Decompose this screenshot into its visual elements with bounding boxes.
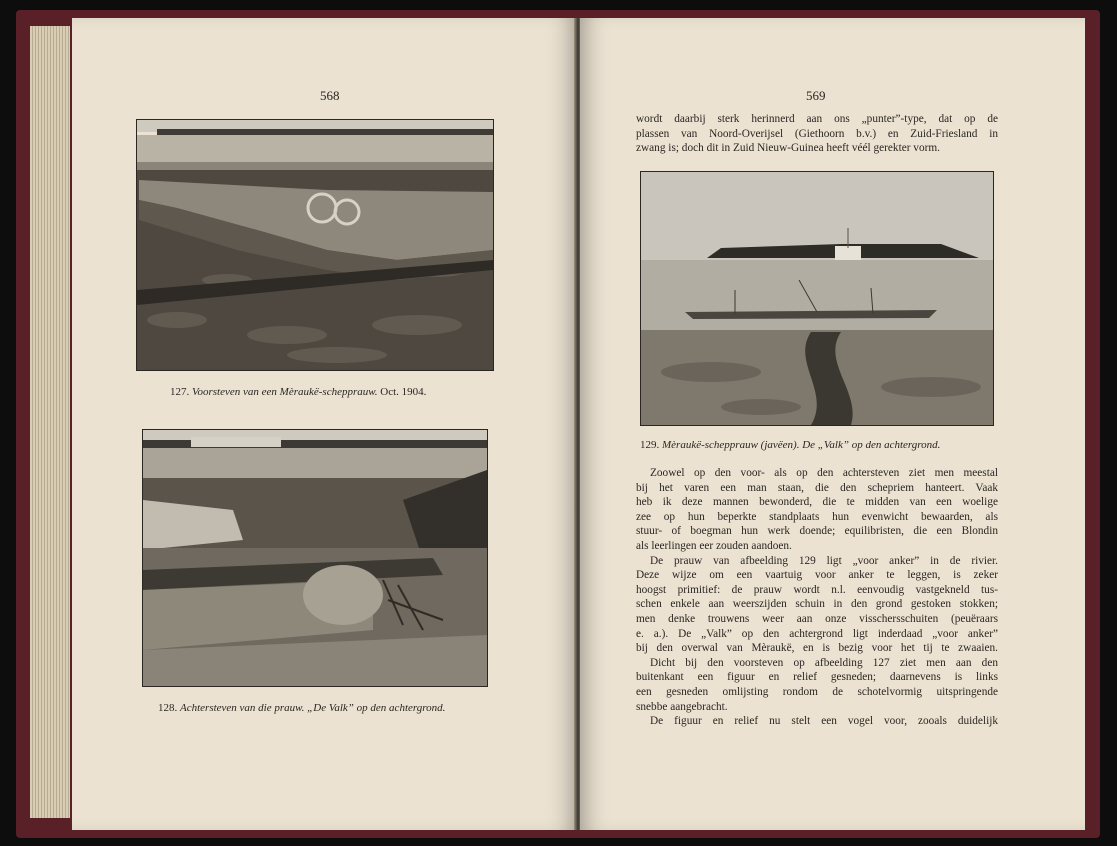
text-line: schen enkele aan weerszijden schuin in den grond gestoken stokken; xyxy=(636,598,998,611)
text-line: als leerlingen eer zouden aandoen. xyxy=(636,539,792,552)
photo-128-stern xyxy=(142,429,488,687)
main-text xyxy=(636,466,998,729)
caption-128 xyxy=(158,702,445,714)
photo-129-image xyxy=(641,172,993,425)
text-line: buitenkant een figuur en relief gesneden; daarnevens is links xyxy=(636,671,998,684)
text-line: snebbe aangebracht. xyxy=(636,700,728,713)
right-page xyxy=(580,18,1085,830)
text-line: e. a.). De „Valk” op den achtergrond ligt inderdaad „voor anker” xyxy=(636,627,998,640)
text-line: men denke trouwens weer aan onze visschersschuiten (peuëraars xyxy=(636,612,998,625)
text-line: zee op hun beperkte standplaats hun evenwicht bewaarden, als xyxy=(636,510,998,523)
left-page xyxy=(72,18,576,830)
text-line: Zoowel op den voor- als op den achtersteven ziet men meestal xyxy=(650,467,998,479)
caption-129 xyxy=(640,439,940,451)
text-line: bij den overwal van Mèraukë, en is bezig voor het tij te zwaaien. xyxy=(636,642,998,655)
caption-129-number: 129. xyxy=(640,439,660,451)
text-line: De figuur en relief nu stelt een vogel voor, zooals duidelijk xyxy=(650,715,998,728)
photo-128-image xyxy=(143,430,487,686)
caption-129-text: Mèraukë-schepprauw (javëen). De „Valk” op den achtergrond. xyxy=(662,439,941,451)
caption-127 xyxy=(170,386,426,398)
photo-129-moored-prauw xyxy=(640,171,994,426)
text-line: plassen van Noord-Overijsel (Giethoorn b.v.) en Zuid-Friesland in xyxy=(636,127,998,140)
text-line: Deze wijze om een vaartuig voor anker te leggen, is zeker xyxy=(636,569,998,582)
caption-127-text: Voorsteven van een Mèraukë-schepprauw. xyxy=(192,386,378,398)
text-line: heb ik deze mannen bewonderd, die te midden van een woelige xyxy=(636,496,998,509)
photo-127-prow xyxy=(136,119,494,371)
text-line: zwang is; doch dit in Zuid Nieuw-Guinea heeft véél gerekter vorm. xyxy=(636,142,940,155)
text-line: wordt daarbij sterk herinnerd aan ons „punter”-type, dat op de xyxy=(636,113,998,125)
caption-127-number: 127. xyxy=(170,386,190,398)
caption-128-text: Achtersteven van die prauw. „De Valk” op den achtergrond. xyxy=(180,702,446,714)
page-number-right: 569 xyxy=(806,88,826,103)
text-line: een gesneden omlijsting rondom de schotelvormig uitspringende xyxy=(636,685,998,698)
caption-128-number: 128. xyxy=(158,702,178,714)
caption-127-date: Oct. 1904. xyxy=(380,386,427,398)
text-line: bij het varen een man staan, die den schepriem hanteert. Vaak xyxy=(636,481,998,494)
page-edges xyxy=(30,26,70,818)
text-line: De prauw van afbeelding 129 ligt „voor anker” in de rivier. xyxy=(650,554,998,567)
page-number-left: 568 xyxy=(320,88,340,103)
photo-127-image xyxy=(137,120,493,370)
text-line: hoogst primitief: de prauw wordt n.l. eenvoudig vastgekneld tus- xyxy=(636,583,998,596)
text-line: Dicht bij den voorsteven op afbeelding 127 ziet men aan den xyxy=(650,656,998,669)
text-line: stuur- of boegman hun werk doende; equilibristen, die een Blondin xyxy=(636,525,998,538)
intro-text xyxy=(636,112,998,156)
